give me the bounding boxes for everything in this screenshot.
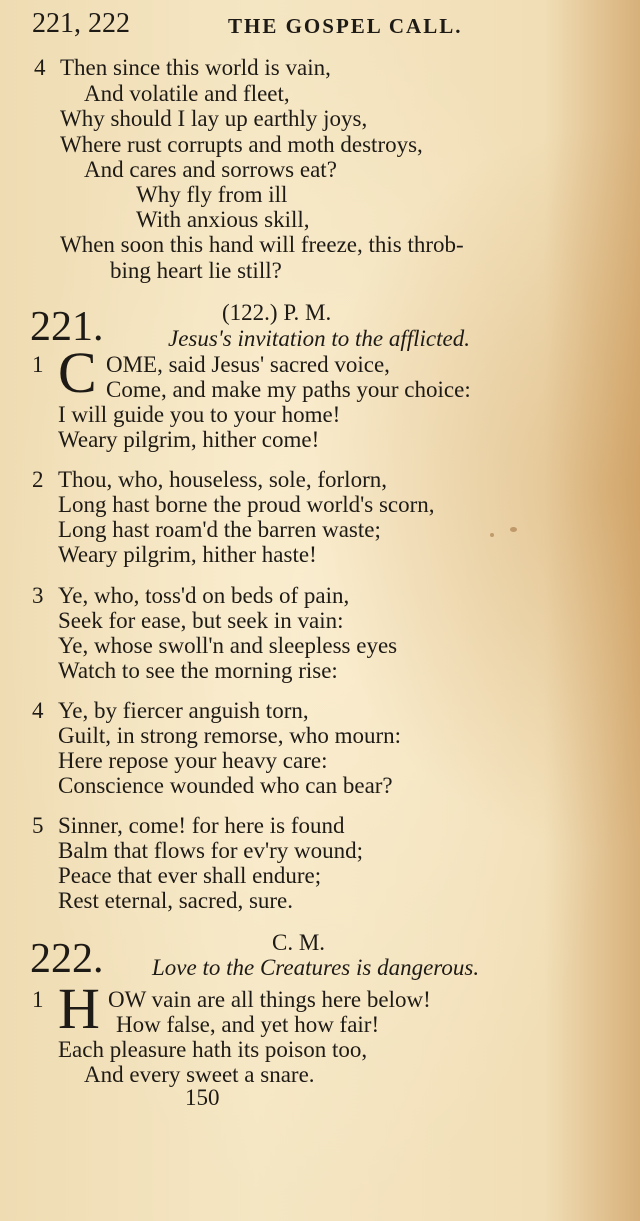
verse-number: 4	[32, 698, 44, 723]
verse-line: When soon this hand will freeze, this throb-	[60, 232, 464, 257]
verse-line: OME, said Jesus' sacred voice,	[106, 352, 390, 377]
verse-line: Sinner, come! for here is found	[58, 813, 345, 838]
verse-line: I will guide you to your home!	[58, 402, 341, 427]
hymn-tune: (122.) P. M.	[222, 300, 332, 325]
verse-line: Where rust corrupts and moth destroys,	[60, 132, 423, 157]
ink-spot	[490, 533, 494, 537]
verse-line: Why should I lay up earthly joys,	[60, 106, 368, 131]
hymn-tune: C. M.	[272, 930, 326, 955]
verse-line: Weary pilgrim, hither come!	[58, 427, 320, 452]
verse-line: Why fly from ill	[136, 182, 288, 207]
verse-number: 2	[32, 467, 44, 492]
ink-spot	[510, 527, 517, 532]
hymn-number: 221.	[30, 304, 104, 350]
hymn-number: 222.	[30, 936, 104, 982]
verse-line: Seek for ease, but seek in vain:	[58, 608, 344, 633]
verse-line: Long hast roam'd the barren waste;	[58, 517, 381, 542]
verse-line: Long hast borne the proud world's scorn,	[58, 492, 435, 517]
verse-line: Ye, who, toss'd on beds of pain,	[58, 583, 350, 608]
verse-line: And volatile and fleet,	[84, 81, 290, 106]
verse-line: And cares and sorrows eat?	[84, 157, 337, 182]
verse-line: bing heart lie still?	[110, 258, 282, 283]
verse-number: 1	[32, 987, 44, 1012]
verse-line: Rest eternal, sacred, sure.	[58, 888, 294, 913]
drop-cap: C	[58, 340, 97, 405]
verse-line: How false, and yet how fair!	[116, 1012, 380, 1037]
verse-line: Ye, by fiercer anguish torn,	[58, 698, 309, 723]
verse-line: Here repose your heavy care:	[58, 748, 328, 773]
verse-number: 1	[32, 352, 44, 377]
verse-line: Come, and make my paths your choice:	[106, 377, 471, 402]
verse-line: Ye, whose swoll'n and sleepless eyes	[58, 633, 398, 658]
verse-number: 4	[34, 55, 46, 80]
hymn-subtitle: Jesus's invitation to the afflicted.	[168, 326, 470, 351]
verse-line: Each pleasure hath its poison too,	[58, 1037, 368, 1062]
verse-line: Watch to see the morning rise:	[58, 658, 338, 683]
verse-line: Conscience wounded who can bear?	[58, 773, 393, 798]
verse-line: Thou, who, houseless, sole, forlorn,	[58, 467, 387, 492]
running-header-numbers: 221, 222	[32, 8, 130, 39]
verse-line: Balm that flows for ev'ry wound;	[58, 838, 364, 863]
drop-cap: H	[58, 976, 100, 1041]
page-number: 150	[185, 1085, 220, 1110]
verse-line: Guilt, in strong remorse, who mourn:	[58, 723, 402, 748]
running-header-title: THE GOSPEL CALL.	[228, 14, 463, 38]
hymn-subtitle: Love to the Creatures is dangerous.	[152, 955, 480, 980]
verse-line: Weary pilgrim, hither haste!	[58, 542, 317, 567]
verse-line: OW vain are all things here below!	[108, 987, 431, 1012]
verse-line: Then since this world is vain,	[60, 55, 331, 80]
verse-line: Peace that ever shall endure;	[58, 863, 322, 888]
verse-number: 5	[32, 813, 44, 838]
verse-line: And every sweet a snare.	[84, 1062, 315, 1087]
verse-number: 3	[32, 583, 44, 608]
verse-line: With anxious skill,	[136, 207, 310, 232]
